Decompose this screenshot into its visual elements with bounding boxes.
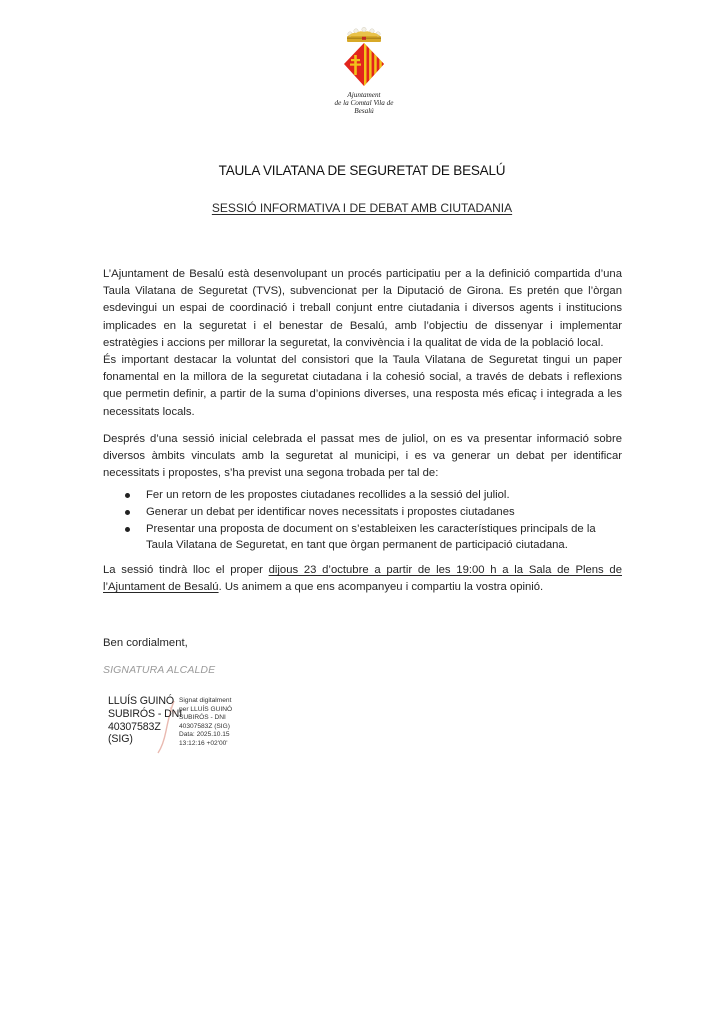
digital-signature xyxy=(108,695,268,755)
besalu-coat-of-arms-icon xyxy=(341,22,387,90)
logo-caption-line: de la Comtal Vila de xyxy=(334,99,394,108)
signer-name xyxy=(108,695,182,746)
session-tail-text: . Us animem a que ens acompanyeu i compartiu la vostra opinió. xyxy=(218,581,544,594)
paragraph-previous-session: Després d’una sessió inicial celebrada el passat mes de juliol, on es va presentar informació sobre diversos àmbits vinculats amb la seguretat al municipi, i es va generar un debat per identificar necessitats i propostes, s’ha previst una segona trobada per tal de: xyxy=(103,433,622,480)
bullet-icon xyxy=(125,493,130,498)
signer-name-line: (SIG) xyxy=(108,733,133,746)
shield-icon xyxy=(344,42,385,88)
signature-detail-line: Data: 2025.10.15 xyxy=(179,731,230,739)
session-goals-list xyxy=(103,487,622,554)
session-date-location: dijous 23 d’octubre a partir de les 19:00 h a la Sala de Plens de l’Ajuntament de Besalú xyxy=(103,564,622,594)
document-title: TAULA VILATANA DE SEGURETAT DE BESALÚ xyxy=(218,163,506,178)
crown-icon xyxy=(347,27,381,42)
list-item xyxy=(103,521,622,555)
closing-salutation: Ben cordialment, xyxy=(103,637,188,649)
signature-detail-line: Signat digitalment xyxy=(179,697,232,704)
list-item-text: Generar un debat per identificar noves necessitats i propostes ciutadanes xyxy=(146,505,515,518)
signature-detail-line: SUBIRÓS - DNI xyxy=(179,714,226,722)
list-item xyxy=(103,487,622,504)
paragraph-purpose: És important destacar la voluntat del consistori que la Taula Vilatana de Seguretat tingui un paper fonamental en la millora de la seguretat ciutadana i la cohesió social, a través de debats i reflexions que permetin definir, a partir de la suma d’opinions diverses, una resposta més eficaç i integrada a les necessitats locals. xyxy=(103,354,622,418)
signature-label: SIGNATURA ALCALDE xyxy=(103,664,216,676)
bullet-icon xyxy=(125,527,130,532)
document-subtitle xyxy=(0,201,724,215)
list-item xyxy=(103,504,622,521)
list-item-text: Presentar una proposta de document on s’estableixen les característiques principals de la Taula Vilatana de Seguretat, en tant que òrgan permanent de participació ciutadana. xyxy=(146,522,596,552)
signer-name-line: 40307583Z xyxy=(108,720,161,733)
signature-detail-line: 40307583Z (SIG) xyxy=(179,722,230,730)
session-lead-text: La sessió tindrà lloc el proper xyxy=(103,564,269,576)
signer-name-line: SUBIRÓS - DNI xyxy=(108,707,183,720)
signature-detail-line: 13:12:16 +02'00' xyxy=(179,739,228,747)
paragraph-session-details xyxy=(103,562,622,596)
municipal-logo xyxy=(329,22,399,116)
paragraph-intro: L’Ajuntament de Besalú està desenvolupant un procés participatiu per a la definició compartida d’una Taula Vilatana de Seguretat (TVS), subvencionat per la Diputació de Girona. Es pretén que l’òrgan esdevingui un espai de coordinació i treball conjunt entre ciutadania i diversos agents i institucions implicades en la seguretat i el benestar de Besalú, amb l’objectiu de dissenyar i implementar estratègies i accions per millorar la seguretat, la convivència i la qualitat de vida de la població local. xyxy=(103,268,622,349)
document-subtitle-text: SESSIÓ INFORMATIVA I DE DEBAT AMB CIUTADANIA xyxy=(211,201,513,215)
list-item-text: Fer un retorn de les propostes ciutadanes recollides a la sessió del juliol. xyxy=(146,489,510,501)
signature-details xyxy=(179,697,232,749)
logo-caption xyxy=(329,91,399,116)
signature-detail-line: per LLUÍS GUINÓ xyxy=(179,705,233,713)
signer-name-line: LLUÍS GUINÓ xyxy=(108,695,175,707)
logo-caption-line: Ajuntament xyxy=(347,91,381,99)
bullet-icon xyxy=(125,510,130,515)
logo-caption-line: Besalú xyxy=(354,107,374,116)
